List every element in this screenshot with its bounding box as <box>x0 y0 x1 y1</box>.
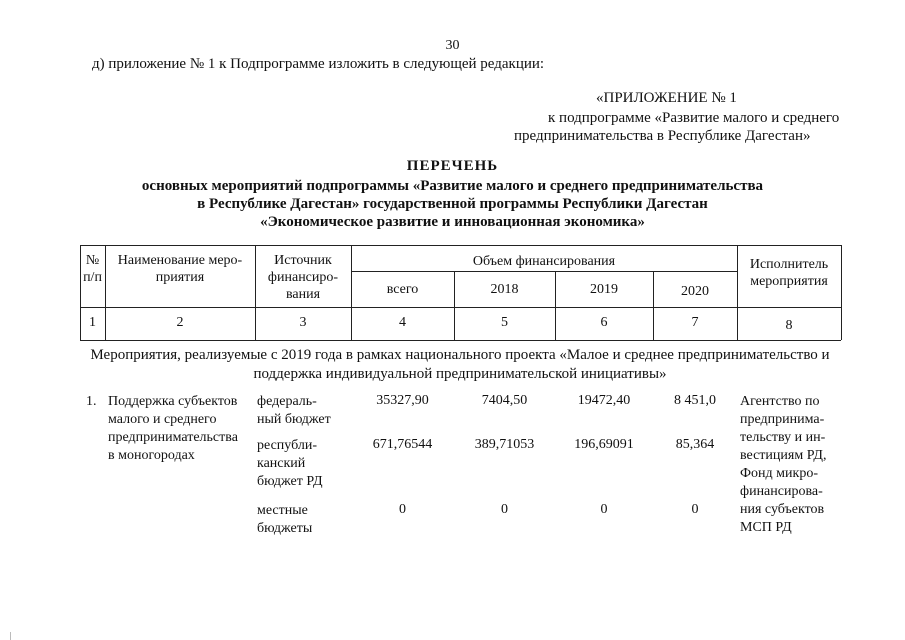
value-total: 35327,90 <box>376 393 429 408</box>
col-number-3: 3 <box>299 315 307 330</box>
row-number: 1. <box>86 394 97 409</box>
value-2019: 19472,40 <box>577 393 631 408</box>
header-source: Источник финансиро- вания <box>267 253 339 302</box>
header-2018: 2018 <box>490 282 519 297</box>
row-name: Поддержка субъектов малого и среднего предпринимательства в моногородах <box>108 394 238 463</box>
col-number-6: 6 <box>600 315 608 330</box>
section-title: Мероприятия, реализуемые с 2019 года в рамках национального проекта «Малое и среднее предпринимательство и поддержка индивидуальной предпринимательской инициативы» <box>90 347 830 382</box>
intro-text: д) приложение № 1 к Подпрограмме изложить в следующей редакции: <box>92 56 545 72</box>
value-2020: 8 451,0 <box>674 393 716 408</box>
col-number-4: 4 <box>399 315 406 330</box>
appendix-line-2: к подпрограмме «Развитие малого и среднего <box>548 110 840 126</box>
source-label: федераль- ный бюджет <box>257 394 331 427</box>
header-name: Наименование меро- приятия <box>117 253 243 285</box>
value-total: 671,76544 <box>372 437 433 452</box>
value-2018: 7404,50 <box>481 393 528 408</box>
source-label: местные бюджеты <box>257 503 313 536</box>
scan-mark <box>10 632 13 640</box>
value-2019: 196,69091 <box>574 437 634 452</box>
value-2020: 0 <box>691 502 699 517</box>
appendix-line-3: предпринимательства в Республике Дагестан» <box>514 128 811 144</box>
value-total: 0 <box>399 502 406 517</box>
header-volume: Объем финансирования <box>472 254 616 269</box>
value-2020: 85,364 <box>675 437 715 452</box>
title-line-1: основных мероприятий подпрограммы «Развитие малого и среднего предпринимательства <box>141 178 764 194</box>
row-executor: Агентство по предпринима- тельству и ин- вестициям РД, Фонд микро- финансирова- ния субъектов МСП РД <box>740 394 827 535</box>
col-number-8: 8 <box>785 318 793 333</box>
col-number-7: 7 <box>691 315 699 330</box>
header-executor: Исполнитель мероприятия <box>749 257 829 289</box>
value-2019: 0 <box>600 502 608 517</box>
col-number-5: 5 <box>501 315 508 330</box>
document-heading: ПЕРЕЧЕНЬ <box>406 158 499 174</box>
header-2020: 2020 <box>681 284 709 299</box>
value-2018: 389,71053 <box>474 437 535 452</box>
title-line-3: «Экономическое развитие и инновационная экономика» <box>260 214 645 230</box>
header-num: № п/п <box>83 253 102 285</box>
header-total: всего <box>386 282 419 297</box>
title-line-2: в Республике Дагестан» государственной программы Республики Дагестан <box>197 196 708 212</box>
appendix-line-1: «ПРИЛОЖЕНИЕ № 1 <box>596 90 737 106</box>
col-number-1: 1 <box>89 315 96 330</box>
page-number: 30 <box>445 38 460 53</box>
header-2019: 2019 <box>590 282 618 297</box>
col-number-2: 2 <box>176 315 184 330</box>
value-2018: 0 <box>501 502 508 517</box>
source-label: республи- канский бюджет РД <box>257 438 323 489</box>
